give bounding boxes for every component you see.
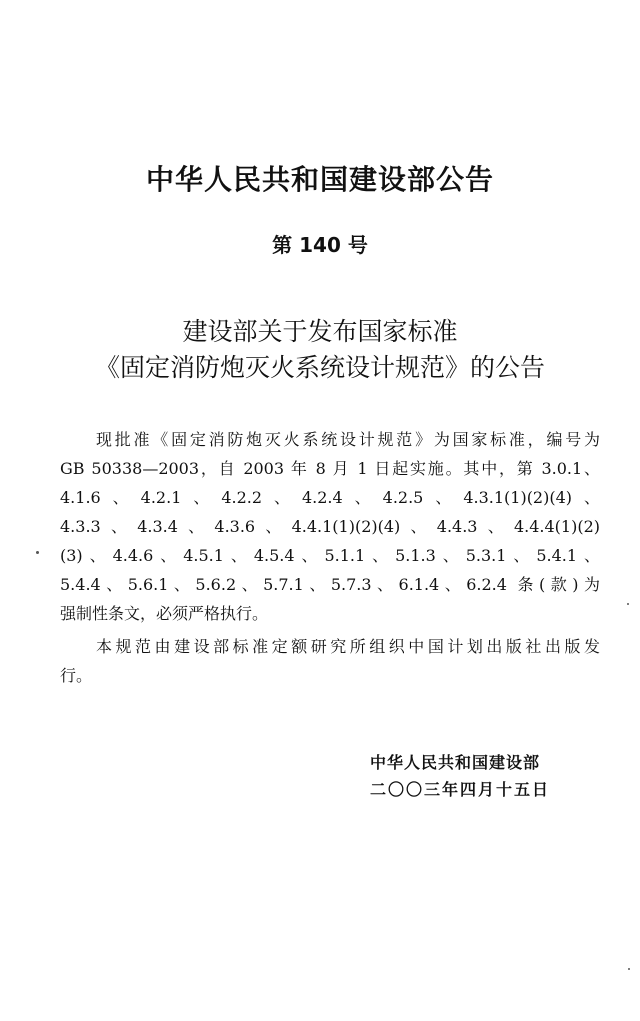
signature-date: 二〇〇三年四月十五日 [370,780,551,799]
subject-line-2: 《固定消防炮灭火系统设计规范》的公告 [94,353,545,382]
ministry-announcement-title: 中华人民共和国建设部公告 [145,163,494,196]
approval-paragraph [60,425,600,628]
scan-speck [628,968,630,970]
approval-paragraph-line: GB 50338—2003，自 2003 年 8 月 1 日起实施。其中，第 3.0.1、 [60,459,600,478]
approval-paragraph-line: 5.4.4、5.6.1、5.6.2、5.7.1、5.7.3、6.1.4、6.2.4 条(款)为 [60,575,600,594]
scan-speck [627,603,629,605]
approval-paragraph-line: (3)、4.4.6、4.5.1、4.5.4、5.1.1、5.1.3、5.3.1、5.4.1、 [60,546,600,565]
approval-paragraph-line: 强制性条文，必须严格执行。 [60,604,269,623]
subject-line-1: 建设部关于发布国家标准 [182,317,458,346]
publication-paragraph [60,632,600,690]
approval-paragraph-line: 4.3.3、4.3.4、4.3.6、4.4.1(1)(2)(4)、4.4.3、4.4.4(1)(2) [60,517,600,536]
scan-speck [36,551,39,554]
approval-paragraph-line: 现批准《固定消防炮灭火系统设计规范》为国家标准，编号为 [96,430,600,449]
publication-paragraph-line: 行。 [60,666,93,685]
approval-paragraph-line: 4.1.6、4.2.1、4.2.2、4.2.4、4.2.5、4.3.1(1)(2)(4)、 [60,488,600,507]
signature-organization: 中华人民共和国建设部 [370,753,541,772]
publication-paragraph-line: 本规范由建设部标准定额研究所组织中国计划出版社出版发 [96,637,600,656]
announcement-number: 第 140 号 [272,233,368,257]
